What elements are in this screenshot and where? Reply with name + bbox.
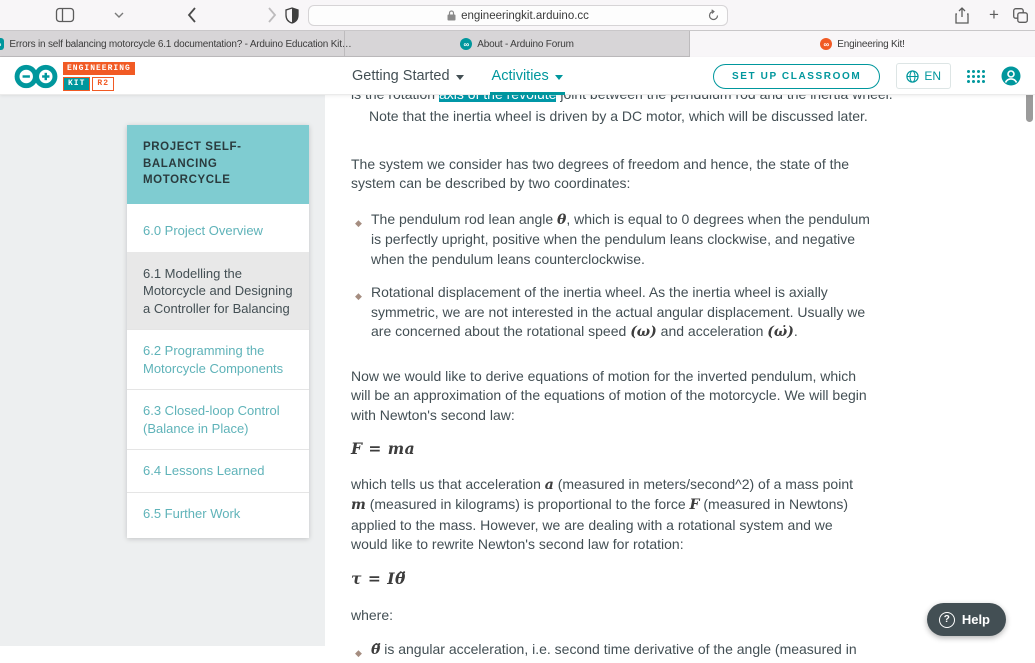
help-label: Help: [962, 612, 990, 627]
avatar[interactable]: [1001, 66, 1021, 86]
arduino-favicon-icon: ∞: [460, 38, 472, 50]
tab-forum-errors[interactable]: [0, 31, 345, 57]
diamond-bullet-icon: ◆: [355, 214, 362, 234]
sidebar-item-6-3[interactable]: 6.3 Closed-loop Control (Balance in Place): [127, 389, 309, 449]
chevron-down-icon: [456, 75, 464, 80]
reload-icon[interactable]: [707, 9, 720, 25]
arduino-logo[interactable]: [14, 62, 135, 91]
brand-r2-badge: R2: [92, 77, 114, 92]
sidebar-toggle-icon[interactable]: [52, 0, 78, 30]
sidebar-item-6-5[interactable]: 6.5 Further Work: [127, 492, 309, 535]
arduino-favicon-icon: [0, 38, 4, 50]
main-content: [325, 95, 1035, 646]
forward-icon[interactable]: [262, 0, 282, 30]
equation-torque: τ = Iθ̈: [351, 569, 870, 589]
tab-engineering-kit[interactable]: [690, 31, 1035, 57]
language-label: EN: [924, 69, 941, 83]
globe-icon: [906, 70, 919, 83]
math-f: F: [690, 497, 700, 513]
tab-title: Errors in self balancing motorcycle 6.1 documentation? - Arduino Education Kit…: [9, 39, 351, 50]
lesson-article: [351, 95, 870, 660]
browser-toolbar: [0, 0, 1035, 30]
question-mark-icon: ?: [939, 612, 955, 628]
main-nav: [352, 57, 563, 95]
math-m: m: [351, 497, 366, 513]
sidebar-item-6-0[interactable]: 6.0 Project Overview: [127, 210, 309, 252]
help-button[interactable]: [927, 603, 1006, 636]
coordinates-list: [351, 210, 870, 343]
nav-label: Activities: [492, 68, 549, 84]
brand-badges: [63, 62, 135, 91]
paragraph-newton: Now we would like to derive equations of motion for the inverted pendulum, which will be an approximation of the equations of motion of the motorcycle. We will begin with Newton's second law:: [351, 367, 870, 426]
nav-getting-started[interactable]: [352, 57, 464, 95]
math-omega: (ω): [630, 324, 657, 340]
apps-grid-icon[interactable]: [967, 70, 985, 83]
sidebar-item-6-1[interactable]: 6.1 Modelling the Motorcycle and Designing a Controller for Balancing: [127, 252, 309, 330]
site-header: [0, 57, 1035, 95]
paragraph-degrees-of-freedom: The system we consider has two degrees of freedom and hence, the state of the system can be described by two coordinates:: [351, 155, 870, 194]
sidebar-item-6-2[interactable]: 6.2 Programming the Motorcycle Components: [127, 329, 309, 389]
sidebar-title: PROJECT SELF-BALANCING MOTORCYCLE: [127, 125, 309, 204]
tab-forum-about[interactable]: [345, 31, 690, 57]
url-text: engineeringkit.arduino.cc: [461, 10, 589, 22]
note-paragraph: Note that the inertia wheel is driven by a DC motor, which will be discussed later.: [351, 107, 870, 127]
arduino-infinity-icon: [14, 63, 58, 90]
clipped-text-line: [351, 95, 870, 105]
back-icon[interactable]: [182, 0, 202, 30]
sidebar-list: [127, 204, 309, 538]
tab-bar: [0, 30, 1035, 57]
tab-overview-icon[interactable]: [1009, 0, 1031, 30]
diamond-bullet-icon: ◆: [355, 644, 362, 663]
tab-title: Engineering Kit!: [837, 39, 904, 50]
where-label: where:: [351, 606, 870, 626]
nav-label: Getting Started: [352, 68, 450, 84]
sidebar-item-6-4[interactable]: 6.4 Lessons Learned: [127, 449, 309, 492]
share-icon[interactable]: [951, 0, 973, 30]
language-button[interactable]: [896, 63, 951, 89]
math-omega-dot: (ω̇): [767, 324, 794, 340]
privacy-shield-icon[interactable]: [281, 0, 303, 30]
list-item: ◆ Rotational displacement of the inertia wheel. As the inertia wheel is axially symmetric, we are not interested in the actual angular displacement. Usually we are concerned about the rotational speed (ω) and acceleration (ω̇).: [351, 283, 870, 343]
set-up-classroom-button[interactable]: SET UP CLASSROOM: [713, 64, 880, 89]
nav-activities[interactable]: [492, 57, 563, 95]
address-bar[interactable]: [308, 5, 728, 26]
header-actions: [713, 57, 1021, 95]
math-a: a: [545, 477, 554, 493]
list-item: ◆ The pendulum rod lean angle θ, which is equal to 0 degrees when the pendulum is perfectly upright, positive when the pendulum leans clockwise, and negative when the pendulum leans counterclockwise.: [351, 210, 870, 270]
project-sidebar: [127, 125, 309, 538]
math-theta: θ: [557, 212, 566, 228]
math-theta-ddot: θ̈: [371, 642, 380, 658]
chevron-down-icon: [555, 75, 563, 80]
page-body: [0, 95, 1035, 646]
equation-f-ma: F = ma: [351, 439, 870, 459]
lock-icon: [447, 10, 456, 21]
paragraph-force-explained: which tells us that acceleration a (measured in meters/second^2) of a mass point m (measured in kilograms) is proportional to the force F (measured in Newtons) applied to the mass. However, we are dealing with a rotational system and we would like to rewrite Newton's second law for rotation:: [351, 475, 870, 555]
diamond-bullet-icon: ◆: [355, 287, 362, 307]
list-item: ◆ θ̈ is angular acceleration, i.e. second time derivative of the angle (measured in: [351, 640, 870, 661]
brand-engineering-badge: ENGINEERING: [63, 62, 135, 75]
engineering-kit-favicon-icon: ∞: [820, 38, 832, 50]
brand-kit-badge: KIT: [63, 77, 90, 92]
new-tab-icon[interactable]: +: [984, 0, 1004, 30]
chevron-down-icon[interactable]: [110, 0, 128, 30]
tab-title: About - Arduino Forum: [477, 39, 573, 50]
